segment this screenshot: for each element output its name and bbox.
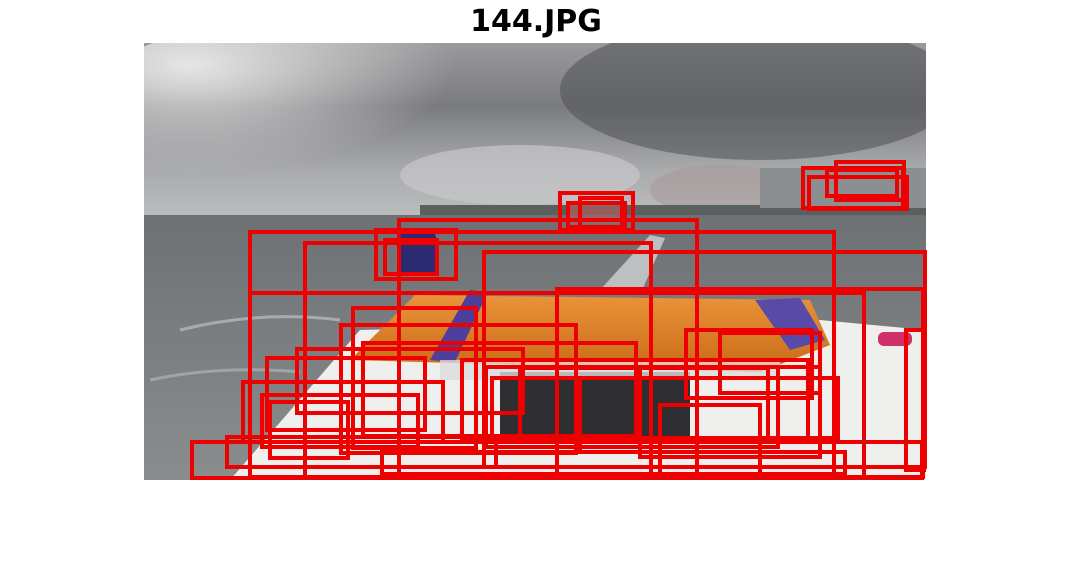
figure-title: 144.JPG bbox=[470, 4, 602, 39]
storm-cloud bbox=[560, 20, 960, 160]
